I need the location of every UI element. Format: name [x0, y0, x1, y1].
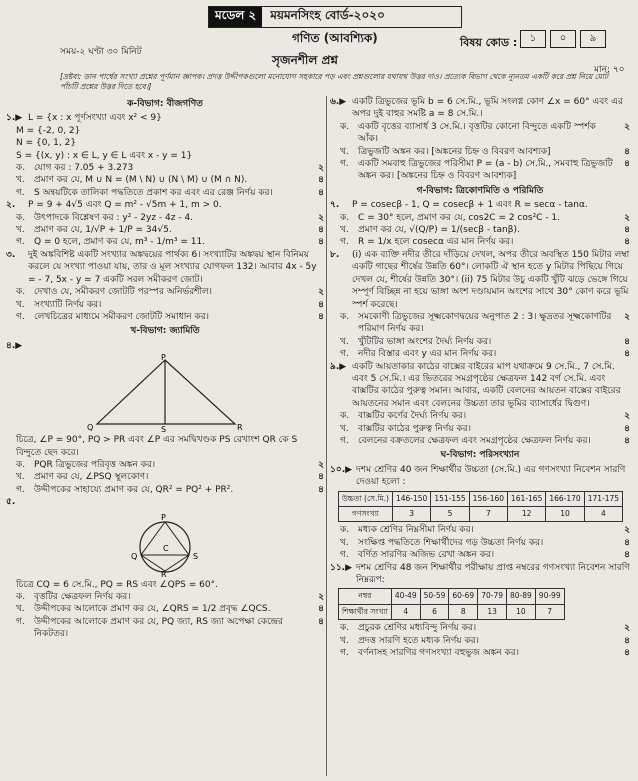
subquestion: খ. প্রমাণ কর যে, √(Q/P) = 1/(secβ - tanβ). ৪ [340, 225, 630, 236]
subject-code-boxes [520, 30, 606, 48]
board-title: ময়মনসিংহ বোর্ড-২০২০ [270, 8, 385, 22]
vertex-label: Q [87, 423, 94, 433]
question-number: ৯.▶ [330, 361, 347, 372]
code-digit: ৯ [580, 30, 606, 48]
subquestion: ক. প্রচুরক শ্রেণির মধ্যবিন্দু নির্ণয় কর। ২ [340, 623, 630, 634]
vertex-label: S [161, 425, 167, 433]
subquestion: গ. একটি সমবাহু ত্রিভুজের পরিসীমা P = (a - b) সে.মি., সমবাহু ত্রিভুজটি অঙ্কন কর। [অঙ্কনের চিহ্ন ও বিবরণ আবশ্যক] ৪ [340, 159, 630, 182]
table-header: গণসংখ্যা [339, 507, 393, 522]
model-tag: মডেল ২ [209, 7, 262, 27]
subquestion: গ. বর্ণিত সারণির অজিভ রেখা অঙ্কন কর। ৪ [340, 550, 630, 561]
question-stem: একটি ত্রিভুজের ভূমি b = 6 সে.মি., ভূমি সংলগ্ন কোণ ∠x = 60° এবং এর অপর দুই বাহুর সমষ্টি a = 8 সে.মি.। [352, 97, 623, 120]
subquestion: খ. প্রমাণ কর যে, ∠PSQ স্থূলকোণ। ৪ [16, 472, 324, 483]
subquestion: ক. সমকোণী ত্রিভুজের সূক্ষ্মকোণদ্বয়ের অনুপাত 2 : 3। ক্ষুদ্রতর সূক্ষ্মকোণটির পরিমাণ নির্ণয় কর। ২ [340, 311, 630, 335]
question-number: ৫. [6, 497, 16, 508]
stem-line: M = {-2, 0, 2} [16, 125, 81, 136]
subquestion: ক. উৎপাদকে বিশ্লেষণ কর : y² - 2yz - 4z - 4. ২ [16, 212, 324, 223]
header-box [208, 6, 462, 28]
question-number: ১.▶ [6, 113, 23, 124]
vertex-label: R [237, 423, 243, 433]
question-number: ১১.▶ [330, 562, 353, 573]
question-3 [6, 249, 324, 286]
question-stem: P = cosecβ - 1, Q = cosecβ + 1 এবং R = secα - tanα. [352, 200, 588, 211]
section-heading: ক-বিভাগ: বীজগণিত [127, 99, 203, 109]
vertex-label: P [161, 354, 166, 363]
table-header: নম্বর [339, 589, 392, 604]
vertex-label: Q [131, 551, 138, 561]
vertex-label: S [193, 551, 199, 561]
exam-time: সময়-২ ঘণ্টা ৩০ মিনিট [60, 47, 142, 57]
subquestion: গ. বর্ণনাসহ সারণির গণসংখ্যা বহুভুজ অঙ্কন কর। ৪ [340, 648, 630, 659]
vertex-label: P [161, 512, 166, 522]
question-stem: চিত্রে, ∠P = 90°, PQ > PR এবং ∠P এর সমদ্বিখণ্ডক PS রেখাংশ QR কে S বিন্দুতে ছেদ করে। [16, 435, 298, 458]
stem-line: S = {(x, y) : x ∈ L, y ∈ L এবং x - y = 1} [16, 150, 193, 161]
subquestion: খ. প্রমাণ কর যে, 1/√P + 1/P = 34√5. ৪ [16, 225, 324, 236]
subquestion: গ. Q = 0 হলে, প্রমাণ কর যে, m³ - 1/m³ = 11. ৪ [16, 237, 324, 248]
subject-title: গণিত (আবশ্যিক) [292, 31, 378, 45]
question-number: ৪.▶ [6, 340, 23, 351]
exam-type: সৃজনশীল প্রশ্ন [272, 53, 338, 67]
right-column [330, 96, 630, 659]
subquestion: ক. বৃত্তটির ক্ষেত্রফল নির্ণয় কর। ২ [16, 591, 324, 602]
question-number: ২. [6, 200, 16, 211]
subquestion: গ. R = 1/x হলে cosecα এর মান নির্ণয় কর। ৪ [340, 237, 630, 248]
question-7 [330, 199, 630, 211]
code-digit: ০ [550, 30, 576, 48]
subquestion: ক. দেখাও যে, সমীকরণ জোটটি পরস্পর অনির্ভরশীল। ২ [16, 287, 324, 298]
question-stem: একটি আয়তাকার কাঠের বাক্সের বাইরের মাপ যথাক্রমে 9 সে.মি., 7 সে.মি. এবং 5 সে.মি.। এর ভিতরের সমগ্রপৃষ্ঠের ক্ষেত্রফল 142 বর্গ সে.মি. এবং বাক্সটির কাঠের পুরুত্ব সমান। আবার, একটি বেলনের আয়তন বাক্সের বাইরের আয়তনের সমান এবং বেলনের উচ্চতা তার ভূমির ব্যাসার্ধের দ্বিগুণ। [352, 361, 621, 409]
triangle-figure [85, 354, 245, 432]
question-6 [330, 96, 630, 121]
vertex-label: C [163, 543, 169, 553]
subquestion: খ. প্রমাণ কর যে, M ∪ N = (M \ N) ∪ (N \ M) ∪ (M ∩ N). ৪ [16, 175, 324, 186]
question-stem: চিত্রে CQ = 6 সে.মি., PQ = RS এবং ∠QPS = 60°. [16, 579, 218, 590]
question-number: ১০.▶ [330, 464, 353, 475]
subject-code-label: বিষয় কোড : [460, 36, 518, 49]
subquestion: গ. উদ্দীপকের আলোকে প্রমাণ কর যে, PQ জ্যা, RS জ্যা অপেক্ষা কেন্দ্রের নিকটতর। ৪ [16, 616, 324, 640]
question-number: ৮. [330, 249, 340, 260]
subquestion: গ. নদীর বিস্তার এবং y এর মান নির্ণয় কর। ৪ [340, 349, 630, 360]
frequency-table: উচ্চতা (সে.মি.) 146-150 151-155 156-160 161-165 166-170 171-175 গণসংখ্যা 3 5 7 12 10 4 [338, 491, 623, 523]
subquestion: গ. লেখচিত্রের মাধ্যমে সমীকরণ জোটটি সমাধান কর। ৪ [16, 311, 324, 322]
code-digit: ১ [520, 30, 546, 48]
subquestion: গ. বেলনের বক্রতলের ক্ষেত্রফল এবং সমগ্রপৃষ্ঠের ক্ষেত্রফল নির্ণয় কর। ৪ [340, 435, 630, 446]
subquestion: ক. মধ্যক শ্রেণির নিম্নসীমা নির্ণয় কর। ২ [340, 525, 630, 536]
question-1 [6, 112, 324, 124]
stem-line: N = {0, 1, 2} [16, 138, 77, 149]
table-header: উচ্চতা (সে.মি.) [339, 491, 393, 506]
question-number: ৬.▶ [330, 97, 347, 107]
full-marks: মান: ৭০ [594, 65, 625, 75]
column-divider [326, 96, 327, 776]
vertex-label: R [161, 569, 167, 577]
instructions: [দ্রষ্টব্য: ডান পার্শ্বের সংখ্যা প্রশ্নের পূর্ণমান জ্ঞাপক। প্রদত্ত উদ্দীপকগুলো মনোযোগ সহকারে পড় এবং প্রশ্নগুলোর যথাযথ উত্তর দাও। প্রত্যেক বিভাগ থেকে ন্যূনতম একটি করে প্রশ্ন নিয়ে মোট পাঁচটি প্রশ্নের উত্তর দিতে হবে।] [60, 72, 609, 91]
section-heading: ঘ-বিভাগ: পরিসংখ্যান [440, 450, 520, 461]
question-10 [330, 464, 630, 489]
circle-figure [105, 511, 225, 577]
question-11 [330, 562, 630, 587]
subquestion: খ. ত্রিভুজটি অঙ্কন কর। [অঙ্কনের চিহ্ন ও বিবরণ আবশ্যক] ৪ [340, 146, 630, 157]
question-5 [6, 496, 324, 508]
question-stem: দশম শ্রেণির 48 জন শিক্ষার্থীর পরীক্ষায় প্রাপ্ত নম্বরের গণসংখ্যা নিবেশন সারণি নিম্নরূপ: [356, 562, 630, 586]
subquestion: ক. বাক্সটির কর্ণের দৈর্ঘ্য নির্ণয় কর। ২ [340, 411, 630, 422]
question-9 [330, 361, 630, 411]
subquestion: ক. C = 30° হলে, প্রমাণ কর যে, cos2C = 2 cos²C - 1. ২ [340, 212, 630, 223]
subquestion: খ. বাক্সটির কাঠের পুরুত্ব নির্ণয় কর। ৪ [340, 423, 630, 434]
question-number: ৩. [6, 249, 16, 260]
section-heading: গ-বিভাগ: ত্রিকোণমিতি ও পরিমিতি [416, 185, 544, 196]
question-stem: দশম শ্রেণির 40 জন শিক্ষার্থীর উচ্চতা (সে.মি.) এর গণসংখ্যা নিবেশন সারণি দেওয়া হলো : [356, 464, 626, 488]
question-2 [6, 199, 324, 211]
section-heading: খ-বিভাগ: জ্যামিতি [130, 326, 200, 337]
question-number: ৭. [330, 200, 340, 211]
question-stem: P = 9 + 4√5 এবং Q = m² - √5m + 1, m > 0. [28, 200, 222, 211]
table-header: শিক্ষার্থীর সংখ্যা [339, 604, 392, 619]
question-stem: (i) এক ব্যক্তি নদীর তীরে দাঁড়িয়ে দেখল, অপর তীরে অবস্থিত 150 মিটার লম্বা একটি গাছের শীর্ষের উন্নতি 60°। লোকটি ঐ স্থান হতে y মিটার পিছিয়ে গিয়ে দেখল যে, শীর্ষের উন্নতি 30°। (ii) 75 মিটার উচু একটি খুঁটি ঝড়ে ভেঙ্গে গিয়ে সম্পূর্ণ বিচ্ছিন্ন না হয়ে ভাঙ্গা অংশ দণ্ডায়মান অংশের সাথে 30° কোণ করে ভূমি স্পর্শ করেছে। [352, 249, 630, 310]
frequency-table: নম্বর 40-49 50-59 60-69 70-79 80-89 90-99 শিক্ষার্থীর সংখ্যা 4 6 8 13 10 7 [338, 588, 565, 620]
question-stem: দুই অঙ্কবিশিষ্ট একটি সংখ্যার অঙ্কদ্বয়ের পার্থক্য 6। সংখ্যাটির অঙ্কদ্বয় স্থান বিনিময় করলে যে সংখ্যা পাওয়া যায়, তার ও মূল সংখ্যার যোগফল 132। আবার 4x - 5y = - 7, 5x - y = 7 একটি সরল সমীকরণ জোট। [28, 249, 317, 285]
subquestion: খ. সংক্ষিপ্ত পদ্ধতিতে শিক্ষার্থীদের গড় উচ্চতা নির্ণয় কর। ৪ [340, 537, 630, 548]
subquestion: খ. খুঁটিটির ভাঙ্গা অংশের দৈর্ঘ্য নির্ণয় কর। ৪ [340, 336, 630, 347]
subquestion: গ. উদ্দীপকের সাহায্যে প্রমাণ কর যে, QR² = PQ² + PR². ৪ [16, 484, 324, 495]
question-stem: L = {x : x পূর্ণসংখ্যা এবং x² < 9} [28, 113, 162, 124]
question-8 [330, 249, 630, 311]
subquestion: ক. যোগ কর : 7.05 + 3.273 ২ [16, 163, 324, 174]
subquestion: খ. উদ্দীপকের আলোকে প্রমাণ কর যে, ∠QRS = 1/2 প্রবৃদ্ধ ∠QCS. ৪ [16, 604, 324, 615]
subquestion: গ. S অন্বয়টিকে তালিকা পদ্ধতিতে প্রকাশ কর এবং এর রেঞ্জ নির্ণয় কর। ৪ [16, 187, 324, 198]
subquestion: খ. প্রদত্ত সারণি হতে মধ্যক নির্ণয় কর। ৪ [340, 635, 630, 646]
question-4 [6, 340, 324, 352]
subquestion: ক. PQR ত্রিভুজের পরিবৃত্ত অঙ্কন কর। ২ [16, 459, 324, 470]
subquestion: ক. একটি বৃত্তের ব্যাসার্ধ 3 সে.মি.। বৃত্তটির কোনো বিন্দুতে একটি স্পর্শক আঁক। ২ [340, 121, 630, 145]
left-column [6, 96, 324, 641]
subquestion: খ. সংখ্যাটি নির্ণয় কর। ৪ [16, 299, 324, 310]
